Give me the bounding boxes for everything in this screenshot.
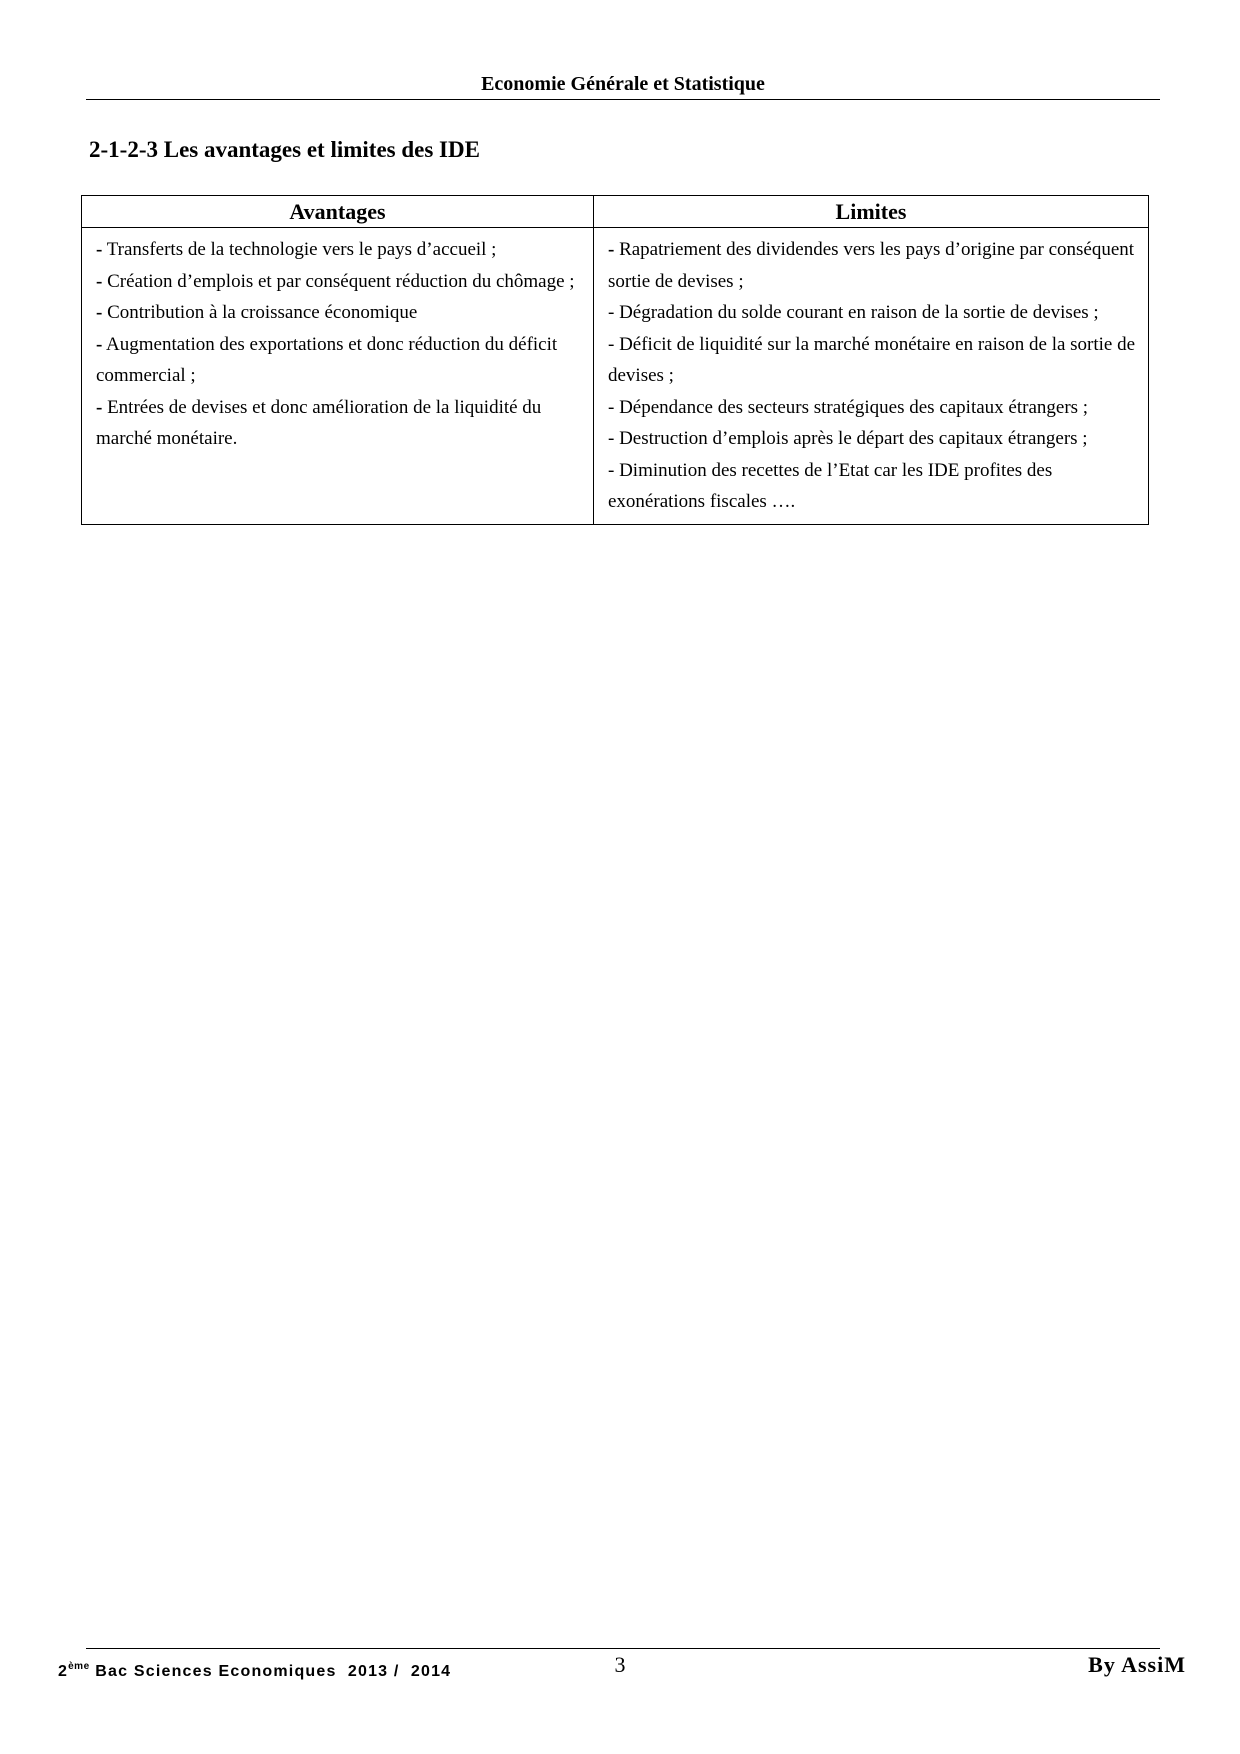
list-item: - Destruction d’emplois après le départ des capitaux étrangers ; [608,428,1088,449]
list-item: - Dégradation du solde courant en raison de la sortie de devises ; [608,302,1099,323]
list-item: - Déficit de liquidité sur la marché monétaire en raison de la sortie de devises ; [608,333,1136,386]
bullet-dash: - [96,302,103,323]
footer-author: By AssiM [1088,1652,1186,1677]
footer-divider [86,1648,1160,1649]
list-item: - Contribution à la croissance économique [96,302,418,323]
list-item: - Augmentation des exportations et donc réduction du déficit commercial ; [96,333,558,386]
footer-level-number: 2 [58,1663,69,1680]
avantages-cell [82,228,594,525]
list-item: - Diminution des recettes de l’Etat car les IDE profites des exonérations fiscales …. [608,459,1053,512]
footer-level-sup: ème [68,1661,90,1672]
header-divider [86,99,1160,100]
list-item: - Entrées de devises et donc amélioration de la liquidité du marché monétaire. [96,396,542,449]
bullet-dash: - [96,239,103,260]
page-number: 3 [614,1652,626,1677]
column-header-limites: Limites [594,196,1149,228]
ide-table [81,195,1149,525]
list-item: - Transferts de la technologie vers le pays d’accueil ; [96,239,497,260]
bullet-dash: - [96,270,103,292]
page-header-title: Economie Générale et Statistique [481,73,765,95]
footer-level [58,1656,451,1683]
table-header-row [82,196,1149,228]
footer-level-text: Bac Sciences Economiques 2013 / 2014 [89,1663,452,1680]
list-item: - Création d’emplois et par conséquent réduction du chômage ; [96,270,575,292]
list-item: - Rapatriement des dividendes vers les pays d’origine par conséquent sortie de devises ; [608,239,1135,292]
list-item: - Dépendance des secteurs stratégiques des capitaux étrangers ; [608,396,1089,418]
table-row [82,228,1149,525]
column-header-avantages: Avantages [82,196,594,228]
bullet-dash: - [96,396,103,418]
section-title: 2-1-2-3 Les avantages et limites des IDE [89,137,480,162]
bullet-dash: - [608,239,615,260]
limites-cell [594,228,1149,525]
bullet-dash: - [96,333,103,355]
